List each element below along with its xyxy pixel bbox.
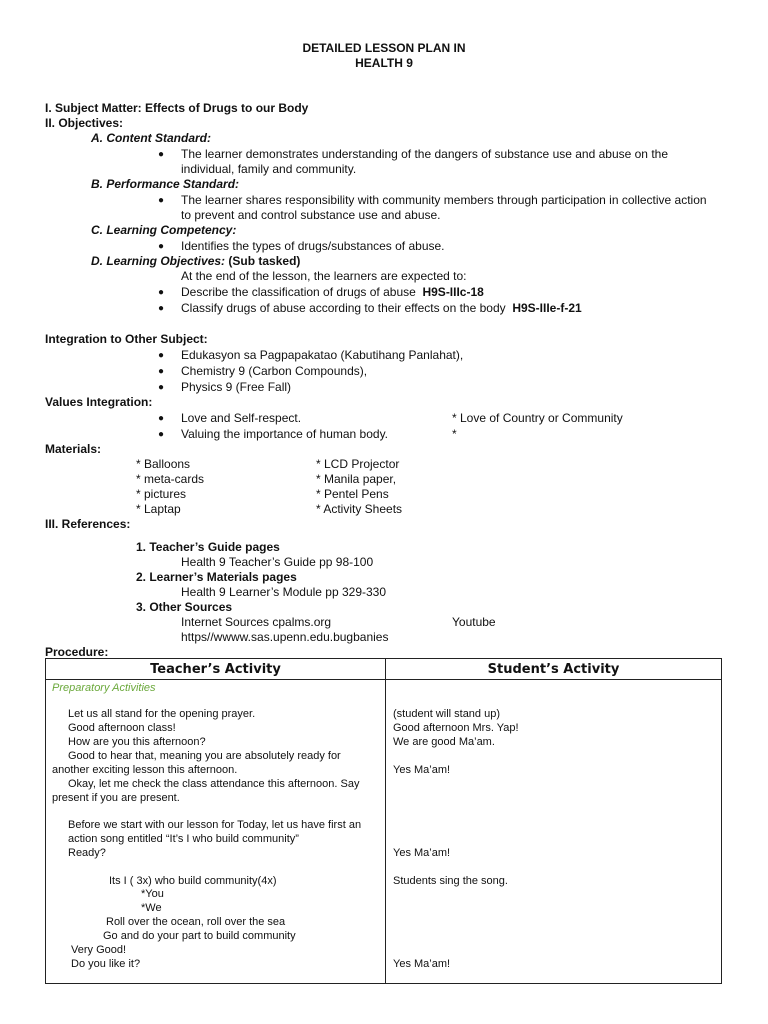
procedure-table (45, 658, 722, 984)
learning-objectives-label: D. Learning Objectives: (91, 254, 226, 268)
material-item: * Manila paper, (316, 472, 397, 486)
teacher-line: present if you are present. (52, 792, 180, 804)
song-line: Roll over the ocean, roll over the sea (106, 916, 286, 928)
integration-item: Edukasyon sa Pagpapakatao (Kabutihang Panlahat), (181, 348, 464, 362)
bullet-icon: ● (158, 382, 165, 393)
performance-standard-text1: The learner shares responsibility with community members through participation in collective action (181, 193, 707, 207)
teacher-line: Okay, let me check the class attendance this afternoon. Say (68, 778, 360, 790)
integration-item: Physics 9 (Free Fall) (181, 380, 292, 394)
bullet-icon: ● (158, 413, 165, 424)
teacher-line: another exciting lesson this afternoon. (52, 764, 238, 776)
teacher-line: Very Good! (71, 944, 127, 956)
learning-competency-text: Identifies the types of drugs/substances of abuse. (181, 239, 445, 253)
student-line: Good afternoon Mrs. Yap! (393, 722, 519, 734)
bullet-icon: ● (158, 303, 165, 314)
performance-standard-label: B. Performance Standard: (91, 177, 240, 191)
student-line: Yes Ma’am! (393, 764, 451, 776)
song-line: Go and do your part to build community (103, 930, 296, 942)
doc-title-line2: HEALTH 9 (355, 56, 413, 70)
integration-label: Integration to Other Subject: (45, 332, 208, 346)
reference-1-label: 1. Teacher’s Guide pages (136, 540, 280, 554)
song-line: *We (141, 902, 162, 914)
materials-label: Materials: (45, 442, 102, 456)
content-standard-text1: The learner demonstrates understanding of the dangers of substance use and abuse on the (181, 147, 668, 161)
teacher-line: Good to hear that, meaning you are absolutely ready for (68, 750, 341, 762)
teacher-line: Before we start with our lesson for Today, let us have first an (68, 819, 362, 831)
material-item: * Balloons (136, 457, 191, 471)
teacher-column-header: Teacher’s Activity (46, 659, 386, 680)
student-cell (386, 680, 722, 984)
reference-3-youtube: Youtube (452, 615, 496, 629)
bullet-icon: ● (158, 287, 165, 298)
bullet-icon: ● (158, 241, 165, 252)
material-item: * meta-cards (136, 472, 205, 486)
values-right-2: * (452, 427, 457, 441)
content-standard-text2: individual, family and community. (181, 162, 357, 176)
bullet-icon: ● (158, 366, 165, 377)
learning-objective-2 (181, 301, 582, 316)
student-line: Yes Ma’am! (393, 847, 451, 859)
student-column-header: Student’s Activity (386, 659, 722, 680)
student-line: (student will stand up) (393, 708, 500, 720)
material-item: * Activity Sheets (316, 502, 403, 516)
table-header-row (46, 659, 722, 680)
reference-3-link[interactable]: https//wwww.sas.upenn.edu.bugbanies (181, 630, 389, 644)
learning-objective-1-text: Describe the classification of drugs of abuse (181, 285, 416, 299)
learning-objective-1 (181, 285, 484, 300)
student-line: Students sing the song. (393, 875, 508, 887)
student-line: We are good Ma’am. (393, 736, 495, 748)
reference-2-label: 2. Learner’s Materials pages (136, 570, 297, 584)
song-line: Its I ( 3x) who build community(4x) (109, 875, 277, 887)
learning-objective-2-text: Classify drugs of abuse according to their effects on the body (181, 301, 506, 315)
teacher-line: Good afternoon class! (68, 722, 176, 734)
teacher-line: Do you like it? (71, 958, 141, 970)
learning-competency-label: C. Learning Competency: (91, 223, 237, 237)
reference-3-text1: Internet Sources cpalms.org (181, 615, 332, 629)
reference-3-label: 3. Other Sources (136, 600, 233, 614)
objectives-label: II. Objectives: (45, 116, 124, 130)
preparatory-activities-label: Preparatory Activities (52, 682, 156, 694)
song-line: *You (141, 888, 164, 900)
reference-2-text: Health 9 Learner’s Module pp 329-330 (181, 585, 387, 599)
bullet-icon: ● (158, 149, 165, 160)
performance-standard-text2: to prevent and control substance use and abuse. (181, 208, 441, 222)
subject-matter-label: I. Subject Matter: (45, 101, 146, 115)
reference-1-text: Health 9 Teacher’s Guide pp 98-100 (181, 555, 374, 569)
material-item: * LCD Projector (316, 457, 400, 471)
teacher-line: action song entitled “It’s I who build community” (68, 833, 299, 845)
learning-objective-2-code: H9S-IIIe-f-21 (512, 301, 582, 315)
teacher-line: Ready? (68, 847, 106, 859)
learning-objectives-heading (91, 254, 300, 269)
values-left-1: Love and Self-respect. (181, 411, 302, 425)
subject-matter-value: Effects of Drugs to our Body (145, 101, 309, 115)
subject-matter (45, 101, 308, 116)
teacher-line: Let us all stand for the opening prayer. (68, 708, 256, 720)
bullet-icon: ● (158, 195, 165, 206)
doc-title-line1: DETAILED LESSON PLAN IN (302, 41, 466, 55)
learning-objective-1-code: H9S-IIIc-18 (422, 285, 484, 299)
content-standard-label: A. Content Standard: (91, 131, 211, 145)
learning-objectives-intro: At the end of the lesson, the learners are expected to: (181, 269, 467, 283)
material-item: * Pentel Pens (316, 487, 389, 501)
bullet-icon: ● (158, 429, 165, 440)
references-label: III. References: (45, 517, 131, 531)
values-label: Values Integration: (45, 395, 153, 409)
bullet-icon: ● (158, 350, 165, 361)
material-item: * Laptap (136, 502, 181, 516)
values-left-2: Valuing the importance of human body. (181, 427, 389, 441)
procedure-label: Procedure: (45, 645, 109, 659)
student-line: Yes Ma’am! (393, 958, 451, 970)
learning-objectives-suffix: (Sub tasked) (225, 254, 301, 268)
material-item: * pictures (136, 487, 187, 501)
integration-item: Chemistry 9 (Carbon Compounds), (181, 364, 368, 378)
values-right-1: * Love of Country or Community (452, 411, 623, 425)
teacher-line: How are you this afternoon? (68, 736, 206, 748)
table-row (46, 680, 722, 984)
teacher-cell (46, 680, 386, 984)
